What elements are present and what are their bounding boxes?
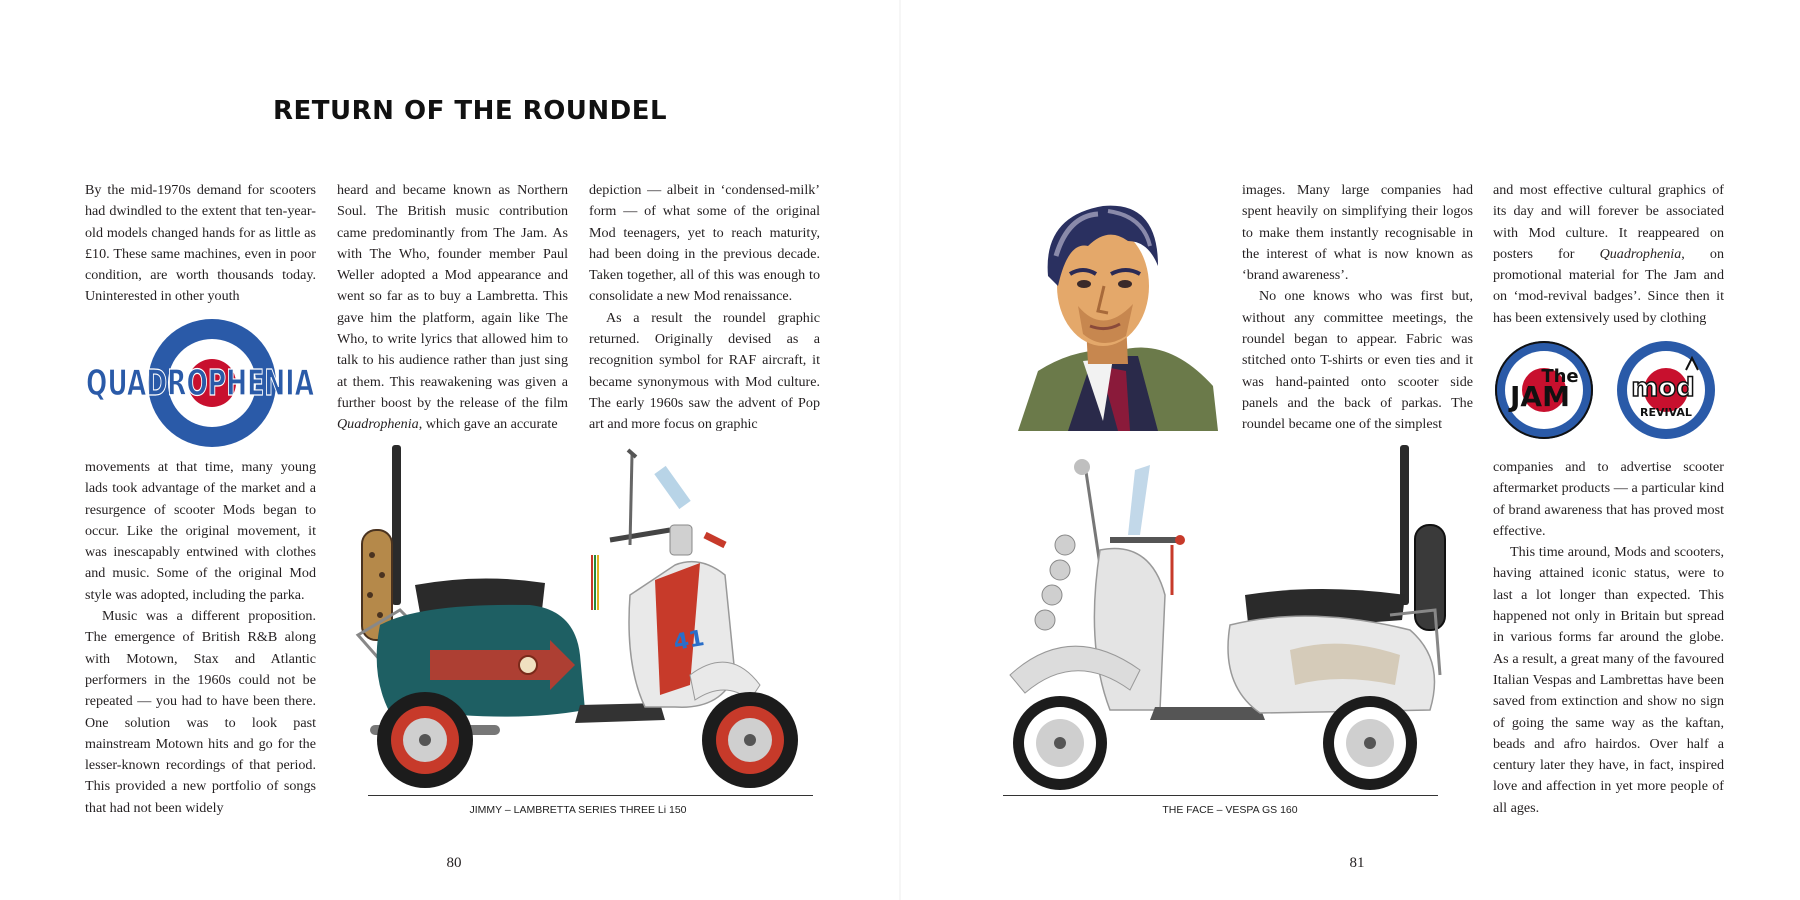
right-col2-bottom-p1: companies and to advertise scooter aftermarket products — a particular kind of brand awareness that has proved most effective. [1493, 459, 1724, 539]
vespa-illustration [990, 445, 1460, 795]
portrait-illustration [1008, 186, 1218, 431]
left-col2 [337, 180, 568, 436]
right-col1-p1: images. Many large companies had spent heavily on simplifying their logos to make them instantly recognisable in the interest of what is now known as ‘brand awareness’. [1242, 182, 1473, 284]
the-jam-badge [1494, 340, 1594, 440]
right-col1-p2: No one knows who was first but, without any committee meetings, the roundel began to appear. Fabric was stitched onto T-shirts or even ties and it was hand-painted onto scooter side panels and the back of parkas. The roundel became one of the simplest [1242, 288, 1473, 433]
right-col2-film-title: Quadrophenia [1599, 245, 1682, 262]
left-col3-p1: depiction — albeit in ‘condensed-milk’ form — of what some of the original Mod teenagers, yet to reach maturity, had been doing in the previous decade. Taken together, all of this was enough to consolidate a new Mod renaissance. [589, 182, 820, 305]
left-col1-top [85, 180, 316, 308]
scooter-race-number: 41 [671, 625, 707, 656]
mod-badge-text-revival: REVIVAL [1640, 406, 1692, 419]
right-ground-line [1003, 795, 1438, 796]
right-col2-text: and most effective cultural graphics of its day and will forever be associated with Mod culture. It reappeared on posters for [1493, 182, 1724, 262]
right-col2-text-end: , on promotional material for The Jam and on ‘mod-revival badges’. Since then it has been extensively used by clothing [1493, 245, 1724, 326]
quadrophenia-logo-text: QUADROPHENIA [86, 363, 315, 404]
left-col2-text-end: , which gave an accurate [418, 416, 558, 433]
right-caption: THE FACE – VESPA GS 160 [1162, 804, 1298, 816]
left-col2-film-title: Quadrophenia [337, 416, 419, 433]
left-col3-p2: As a result the roundel graphic returned. Originally devised as a recognition symbol for RAF aircraft, it became synonymous with Mod culture. The early 1960s saw the advent of Pop art and more focus on graphic [589, 309, 820, 433]
left-col1-top-text: By the mid-1970s demand for scooters had dwindled to the extent that ten-year-old models changed hands for as little as £10. These same machines, even in poor condition, are worth thousands today. Uninterested in other youth [85, 182, 316, 305]
left-col2-text: heard and became known as Northern Soul. The British music contribution came predominantly from The Jam. As with The Who, founder member Paul Weller adopted a Mod appearance and went so far as to buy a Lambretta. This gave him the platform, again like The Who, to write lyrics that allowed him to talk to his audience rather than just sing at them. This reawakening was given a further boost by the release of the film [337, 182, 568, 411]
left-col1-bottom-p2: Music was a different proposition. The emergence of British R&B along with Motown, Stax and Atlantic performers in the 1960s could not be repeated — you had to have been there. One solution was to look past mainstream Motown hits and go for the lesser-known recordings of that period. This provided a new portfolio of songs that had not been widely [85, 608, 316, 816]
lambretta-illustration [330, 445, 830, 795]
mod-badge-text-mod: mod [1631, 373, 1695, 403]
jam-badge-text-the: The [1541, 366, 1579, 387]
left-caption: JIMMY – LAMBRETTA SERIES THREE Li 150 [469, 804, 687, 816]
page-gutter [899, 0, 901, 900]
page-number-left: 80 [446, 855, 462, 871]
right-col2-bottom [1493, 457, 1724, 819]
quadrophenia-logo [84, 318, 316, 448]
left-col1-bottom [85, 457, 316, 819]
left-col1-bottom-p1: movements at that time, many young lads took advantage of the market and a resurgence of scooter Mods began to occur. Like the original movement, it was inescapably entwined with clothes and music. Some of the original Mod style was adopted, including the parka. [85, 459, 316, 603]
left-col3 [589, 180, 820, 436]
page-title: RETURN OF THE ROUNDEL [273, 96, 668, 126]
right-col2-bottom-p2: This time around, Mods and scooters, having attained iconic status, were to last a lot longer than expected. This happened not only in Britain but spread in various forms far around the globe. As a result, a great many of the favoured Italian Vespas and Lambrettas have been saved from extinction and show no sign of going the same way as the kaftan, beads and afro hairdos. Over half a century later they have, in fact, inspired love and affection in yet more people of all ages. [1493, 544, 1724, 816]
left-ground-line [368, 795, 813, 796]
mod-revival-badge [1616, 340, 1716, 440]
right-col2-top [1493, 180, 1724, 329]
jam-badge-text-jam: JAM [1510, 380, 1570, 413]
right-col1 [1242, 180, 1473, 436]
page-number-right: 81 [1349, 855, 1365, 871]
